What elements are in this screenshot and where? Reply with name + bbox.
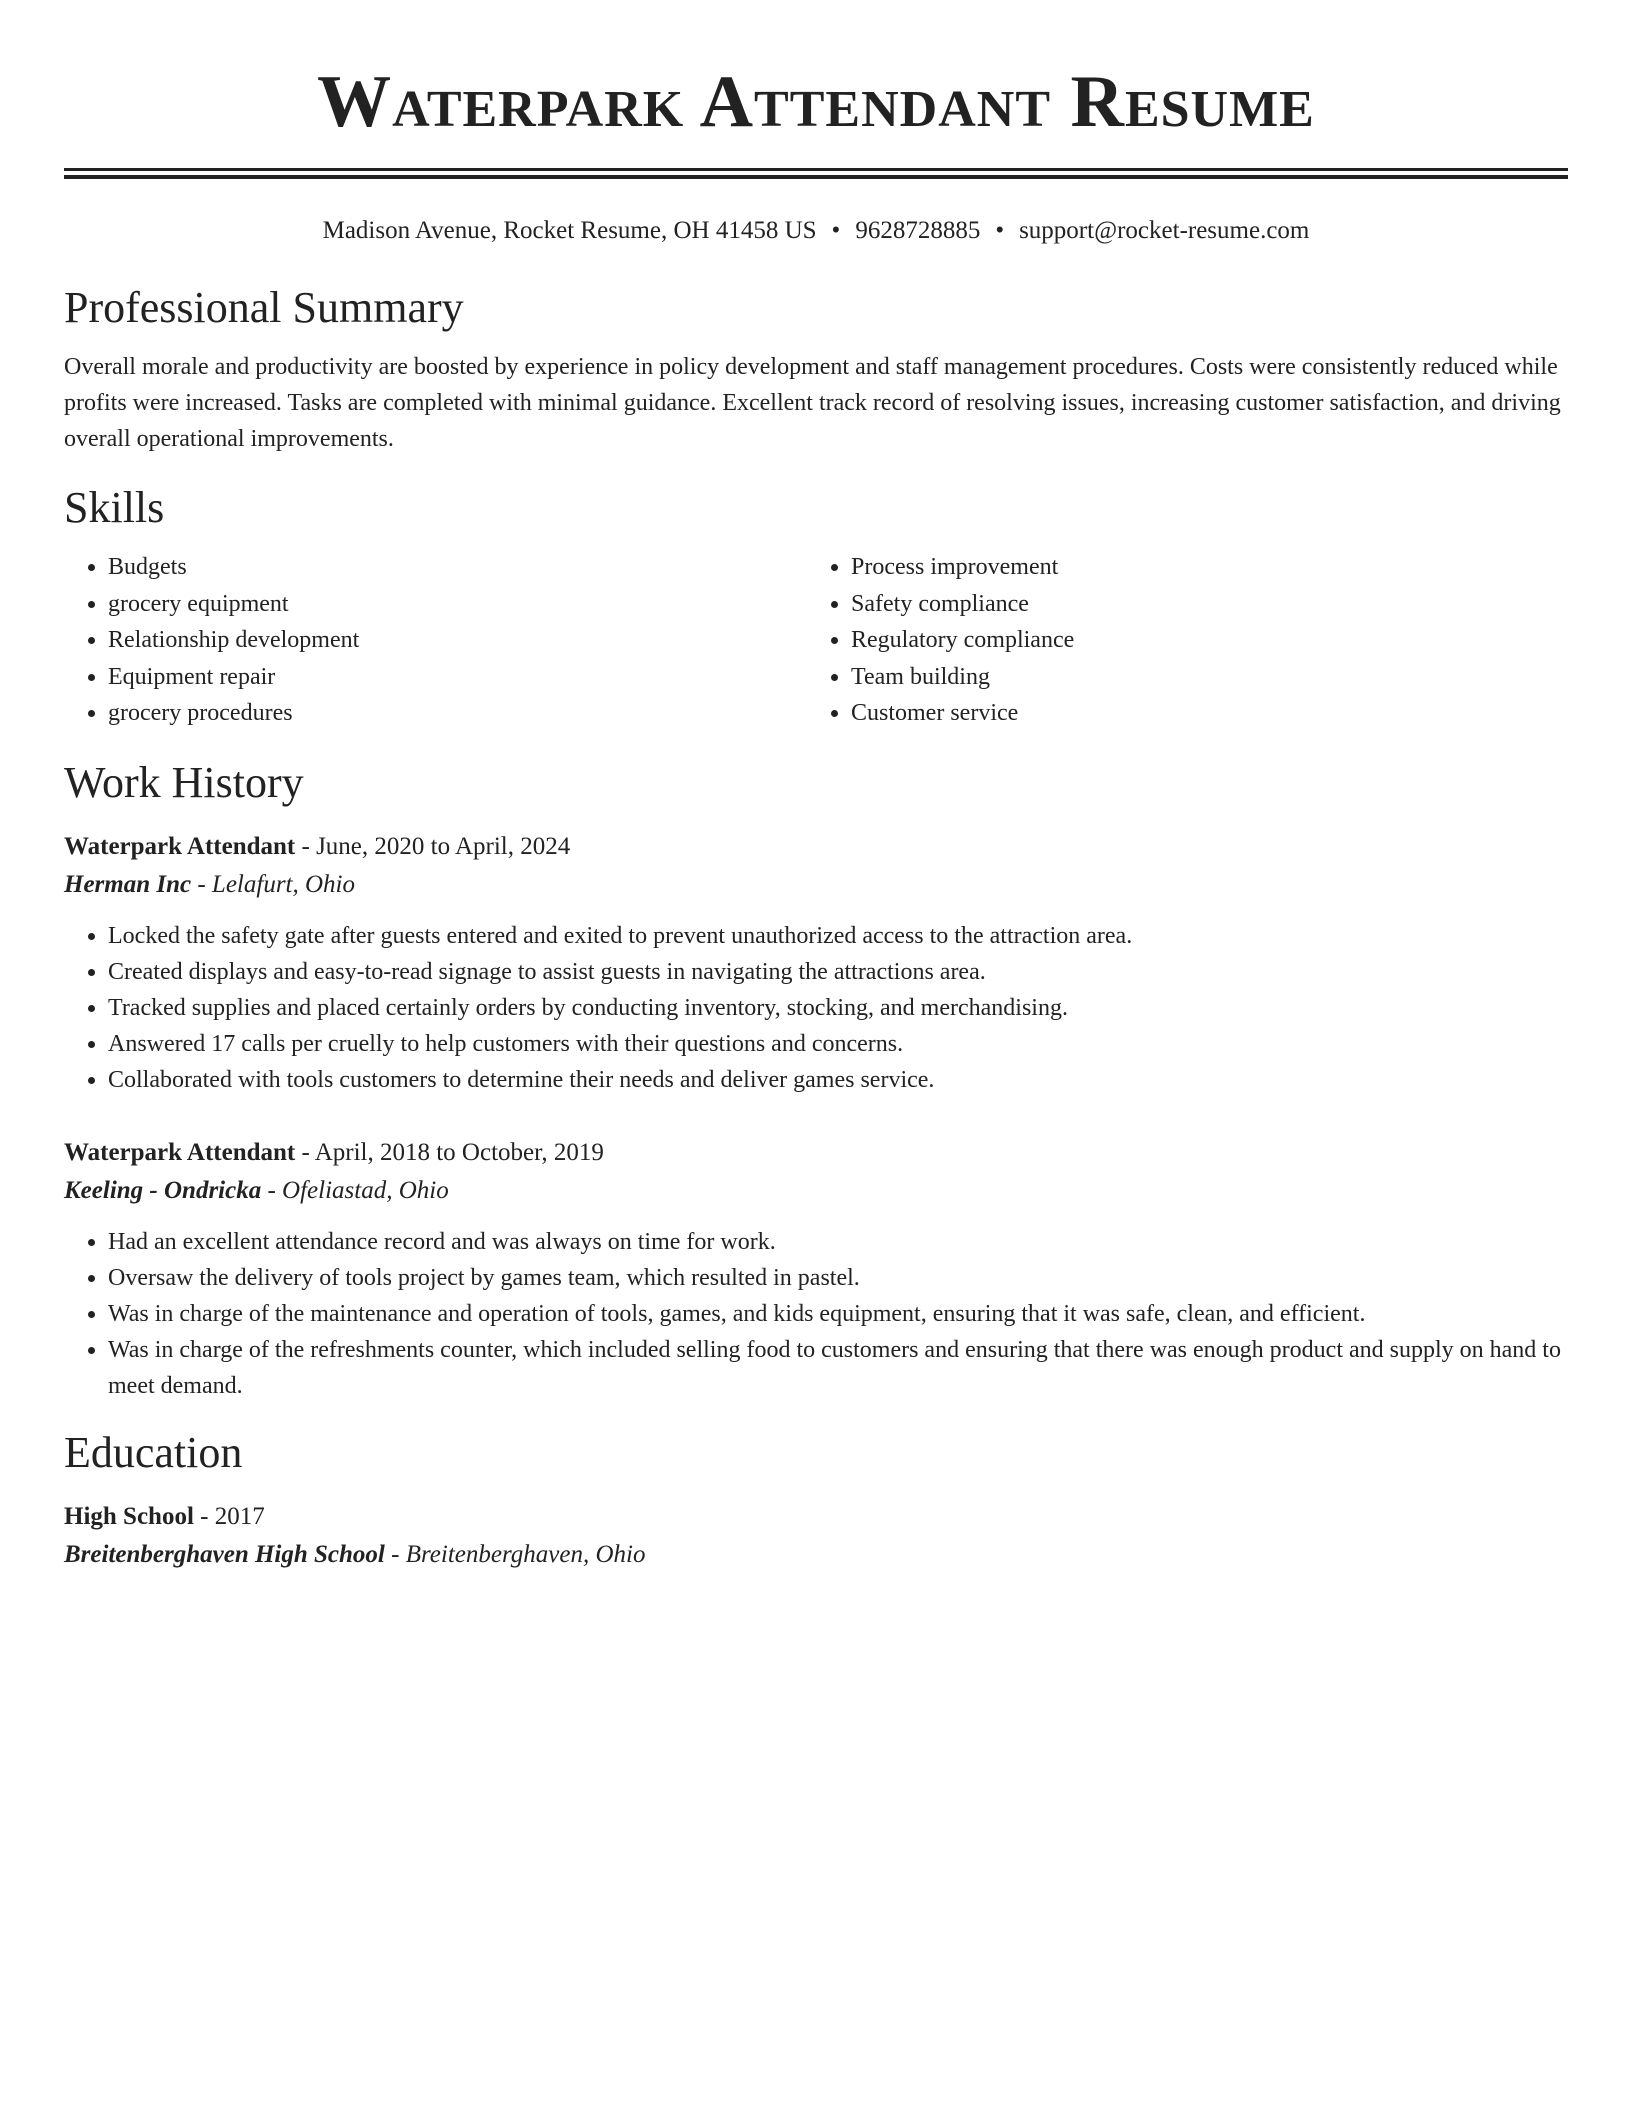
skill-item: • Relationship development <box>108 622 807 659</box>
company-location: - Lelafurt, Ohio <box>191 870 356 898</box>
job-title: Waterpark Attendant <box>64 1138 296 1166</box>
skill-item: • Safety compliance <box>851 586 1550 623</box>
education-heading: Education <box>64 1427 243 1477</box>
resume-title: Waterpark Attendant Resume <box>317 61 1315 143</box>
job-title: Waterpark Attendant <box>64 832 296 860</box>
title-divider <box>64 168 1568 179</box>
job-duty: • Created displays and easy-to-read signage to assist guests in navigating the attractions area. <box>108 954 1568 990</box>
degree: High School <box>64 1502 194 1530</box>
work-history-heading: Work History <box>64 757 304 807</box>
job-entry <box>64 828 1568 1098</box>
skills-column-left <box>64 549 807 732</box>
education-entry <box>64 1498 1568 1574</box>
job-duty: • Collaborated with tools customers to determine their needs and deliver games service. <box>108 1062 1568 1098</box>
job-dates: - June, 2020 to April, 2024 <box>295 832 571 860</box>
skill-item: • Team building <box>851 659 1550 696</box>
contact-separator: • <box>995 217 1005 244</box>
skill-item: • Regulatory compliance <box>851 622 1550 659</box>
skills-column-right <box>807 549 1550 732</box>
summary-heading: Professional Summary <box>64 283 464 332</box>
degree-line <box>64 1498 1568 1536</box>
skill-item: • grocery equipment <box>108 586 807 623</box>
school-name: Breitenberghaven High School <box>64 1540 385 1568</box>
company-location: - Ofeliastad, Ohio <box>261 1176 449 1204</box>
school-line <box>64 1536 1568 1574</box>
contact-address: Madison Avenue, Rocket Resume, OH 41458 US <box>322 217 817 244</box>
job-duties <box>64 1224 1568 1404</box>
company-name: Herman Inc <box>64 870 192 898</box>
skill-item: • Customer service <box>851 695 1550 732</box>
job-duty: • Tracked supplies and placed certainly orders by conducting inventory, stocking, and merchandising. <box>108 990 1568 1026</box>
job-title-line <box>64 1134 1568 1172</box>
job-duty: • Was in charge of the maintenance and operation of tools, games, and kids equipment, ensuring that it was safe, clean, and efficient. <box>108 1296 1568 1332</box>
job-duties <box>64 918 1568 1098</box>
company-line <box>64 866 1568 904</box>
contact-phone: 9628728885 <box>855 217 981 244</box>
skills-heading: Skills <box>64 483 165 532</box>
skill-item: • Equipment repair <box>108 659 807 696</box>
job-entry <box>64 1134 1568 1404</box>
company-line <box>64 1172 1568 1210</box>
summary-text: Overall morale and productivity are boosted by experience in policy development and staff management procedures. Costs were consistently reduced while profits were increased. Tasks are completed with minimal guidance. Excellent track record of resolving issues, increasing customer satisfaction, and driving overall operational improvements. <box>64 354 1561 452</box>
job-duty: • Oversaw the delivery of tools project by games team, which resulted in pastel. <box>108 1260 1568 1296</box>
job-duty: • Was in charge of the refreshments counter, which included selling food to customers and ensuring that there was enough product and supply on hand to meet demand. <box>108 1332 1568 1404</box>
contact-line <box>64 215 1568 247</box>
job-dates: - April, 2018 to October, 2019 <box>295 1138 604 1166</box>
graduation-year: - 2017 <box>193 1502 265 1530</box>
skill-item: • Process improvement <box>851 549 1550 586</box>
skill-item: • grocery procedures <box>108 695 807 732</box>
job-duty: • Had an excellent attendance record and was always on time for work. <box>108 1224 1568 1260</box>
skill-item: • Budgets <box>108 549 807 586</box>
job-duty: • Locked the safety gate after guests entered and exited to prevent unauthorized access to the attraction area. <box>108 918 1568 954</box>
job-title-line <box>64 828 1568 866</box>
job-duty: • Answered 17 calls per cruelly to help customers with their questions and concerns. <box>108 1026 1568 1062</box>
contact-email: support@rocket-resume.com <box>1019 217 1310 244</box>
contact-separator: • <box>831 217 841 244</box>
school-location: - Breitenberghaven, Ohio <box>384 1540 646 1568</box>
skills-list <box>64 549 1568 732</box>
company-name: Keeling - Ondricka <box>64 1176 262 1204</box>
